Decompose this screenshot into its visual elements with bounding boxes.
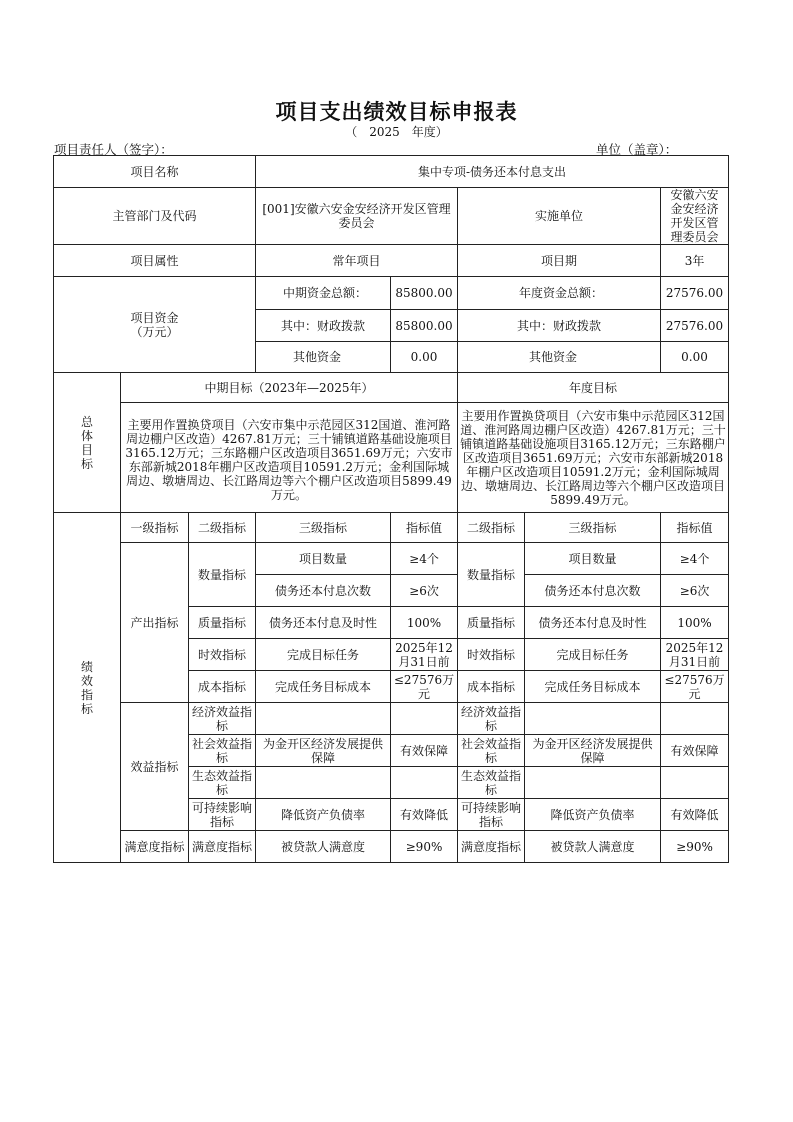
indicator-level2: 满意度指标: [189, 831, 256, 863]
indicator-level2: 成本指标: [189, 671, 256, 703]
annual-level3-header: 三级指标: [525, 513, 661, 543]
dept-label: 主管部门及代码: [54, 188, 256, 245]
indicator-row: [54, 831, 729, 863]
annual-indicator-value: [661, 703, 729, 735]
annual-indicator-level2: 质量指标: [458, 607, 525, 639]
annual-value-header: 指标值: [661, 513, 729, 543]
mid-fiscal-value: 85800.00: [391, 310, 458, 342]
mid-total-label: 中期资金总额：: [256, 277, 391, 310]
indicator-level2: 生态效益指标: [189, 767, 256, 799]
indicator-value: ≤27576万元: [391, 671, 458, 703]
annual-indicator-level3: 完成目标任务: [525, 639, 661, 671]
annual-indicator-level2: 社会效益指标: [458, 735, 525, 767]
annual-indicator-level2: 时效指标: [458, 639, 525, 671]
annual-indicator-level3: [525, 767, 661, 799]
indicator-row: [54, 703, 729, 735]
indicator-value: 2025年12月31日前: [391, 639, 458, 671]
impl-unit-label: 实施单位: [458, 188, 661, 245]
level2-header: 二级指标: [189, 513, 256, 543]
funds-label-line1: 项目资金: [130, 310, 179, 325]
mid-term-goal-text: 主要用作置换贷项目（六安市集中示范园区312国道、淮河路周边棚户区改造）4267.81万元；三十铺镇道路基础设施项目3165.12万元；三东路棚户区改造项目3651.69万元；六安市东部新城2018年棚户区改造项目10591.2万元；金利国际城周边、墩塘周边、长江路周边等六个棚户区改造项目5899.49万元。: [121, 403, 458, 513]
goals-label: [54, 373, 121, 513]
benefit-indicator-label: 效益指标: [121, 703, 189, 831]
annual-indicator-value: [661, 767, 729, 799]
impl-unit-value: 安徽六安金安经济开发区管理委员会: [661, 188, 729, 245]
indicator-level3: 债务还本付息及时性: [256, 607, 391, 639]
row-indicator-headers: [54, 513, 729, 543]
responsible-person-label: 项目责任人（签字）：: [54, 142, 173, 157]
indicator-level2: 数量指标: [189, 543, 256, 607]
annual-indicator-value: ≥6次: [661, 575, 729, 607]
year-total-label: 年度资金总额：: [458, 277, 661, 310]
indicator-level3: 完成目标任务: [256, 639, 391, 671]
annual-indicator-value: 2025年12月31日前: [661, 639, 729, 671]
indicator-level3: 项目数量: [256, 543, 391, 575]
annual-indicator-level2: 生态效益指标: [458, 767, 525, 799]
year-other-value: 0.00: [661, 342, 729, 373]
mid-other-value: 0.00: [391, 342, 458, 373]
form-title: 项目支出绩效目标申报表: [275, 100, 518, 124]
funds-label-line2: （万元）: [130, 324, 179, 339]
annual-indicator-level3: 完成任务目标成本: [525, 671, 661, 703]
project-name-label: 项目名称: [54, 156, 256, 188]
annual-indicator-value: 有效保障: [661, 735, 729, 767]
dept-value: [001]安徽六安金安经济开发区管理委员会: [256, 188, 458, 245]
annual-indicator-level3: 为金开区经济发展提供保障: [525, 735, 661, 767]
value-header: 指标值: [391, 513, 458, 543]
annual-indicator-level3: 被贷款人满意度: [525, 831, 661, 863]
indicator-level3: 降低资产负债率: [256, 799, 391, 831]
row-department: [54, 188, 729, 245]
indicator-level2: 社会效益指标: [189, 735, 256, 767]
annual-indicator-level2: 数量指标: [458, 543, 525, 607]
indicator-level3: [256, 703, 391, 735]
annual-indicator-level2: 可持续影响指标: [458, 799, 525, 831]
annual-indicator-level3: 项目数量: [525, 543, 661, 575]
indicator-value: ≥90%: [391, 831, 458, 863]
indicator-level3: 为金开区经济发展提供保障: [256, 735, 391, 767]
annual-level2-header: 二级指标: [458, 513, 525, 543]
annual-indicator-level3: 降低资产负债率: [525, 799, 661, 831]
indicator-level3: 被贷款人满意度: [256, 831, 391, 863]
level3-header: 三级指标: [256, 513, 391, 543]
indicator-level2: 可持续影响指标: [189, 799, 256, 831]
indicator-level2: 质量指标: [189, 607, 256, 639]
year-fiscal-label: 其中：财政拨款: [458, 310, 661, 342]
indicators-label-text: 绩效指标: [80, 659, 93, 716]
annual-indicator-level3: [525, 703, 661, 735]
indicator-level2: 时效指标: [189, 639, 256, 671]
attribute-value: 常年项目: [256, 245, 458, 277]
indicator-level3: 完成任务目标成本: [256, 671, 391, 703]
annual-indicator-level2: 经济效益指标: [458, 703, 525, 735]
indicator-value: ≥6次: [391, 575, 458, 607]
annual-indicator-level2: 成本指标: [458, 671, 525, 703]
annual-indicator-value: ≥4个: [661, 543, 729, 575]
output-indicator-label: 产出指标: [121, 543, 189, 703]
indicator-level3: [256, 767, 391, 799]
year-fiscal-value: 27576.00: [661, 310, 729, 342]
row-goals-text: [54, 403, 729, 513]
mid-fiscal-label: 其中：财政拨款: [256, 310, 391, 342]
annual-header: 年度目标: [458, 373, 729, 403]
period-value: 3年: [661, 245, 729, 277]
indicator-value: 100%: [391, 607, 458, 639]
year-other-label: 其他资金: [458, 342, 661, 373]
annual-indicator-value: ≥90%: [661, 831, 729, 863]
performance-target-table: [53, 155, 729, 863]
indicator-row: [54, 543, 729, 575]
indicator-value: 有效保障: [391, 735, 458, 767]
annual-goal-text: 主要用作置换贷项目（六安市集中示范园区312国道、淮河路周边棚户区改造）4267.81万元；三十铺镇道路基础设施项目3165.12万元；三东路棚户区改造项目3651.69万元；六安市东部新城2018年棚户区改造项目10591.2万元；金利国际城周边、墩塘周边、长江路周边等六个棚户区改造项目5899.49万元。: [458, 403, 729, 513]
satisfaction-indicator-label: 满意度指标: [121, 831, 189, 863]
row-attribute: [54, 245, 729, 277]
indicator-level3: 债务还本付息次数: [256, 575, 391, 607]
funds-label: [54, 277, 256, 373]
row-project-name: [54, 156, 729, 188]
year-line: （ 2025 年度）: [345, 125, 448, 139]
indicator-value: ≥4个: [391, 543, 458, 575]
mid-total-value: 85800.00: [391, 277, 458, 310]
annual-indicator-level2: 满意度指标: [458, 831, 525, 863]
project-name-value: 集中专项-债务还本付息支出: [256, 156, 729, 188]
year-total-value: 27576.00: [661, 277, 729, 310]
indicators-label: [54, 513, 121, 863]
period-label: 项目期: [458, 245, 661, 277]
row-goals-header: [54, 373, 729, 403]
indicator-value: 有效降低: [391, 799, 458, 831]
indicator-value: [391, 767, 458, 799]
unit-seal-label: 单位（盖章）：: [596, 142, 678, 157]
annual-indicator-value: 100%: [661, 607, 729, 639]
annual-indicator-level3: 债务还本付息次数: [525, 575, 661, 607]
annual-indicator-value: ≤27576万元: [661, 671, 729, 703]
mid-term-header: 中期目标（2023年—2025年）: [121, 373, 458, 403]
level1-header: 一级指标: [121, 513, 189, 543]
indicator-value: [391, 703, 458, 735]
row-funds-total: [54, 277, 729, 310]
goals-label-text: 总体目标: [80, 414, 93, 471]
annual-indicator-level3: 债务还本付息及时性: [525, 607, 661, 639]
attribute-label: 项目属性: [54, 245, 256, 277]
indicator-level2: 经济效益指标: [189, 703, 256, 735]
annual-indicator-value: 有效降低: [661, 799, 729, 831]
mid-other-label: 其他资金: [256, 342, 391, 373]
